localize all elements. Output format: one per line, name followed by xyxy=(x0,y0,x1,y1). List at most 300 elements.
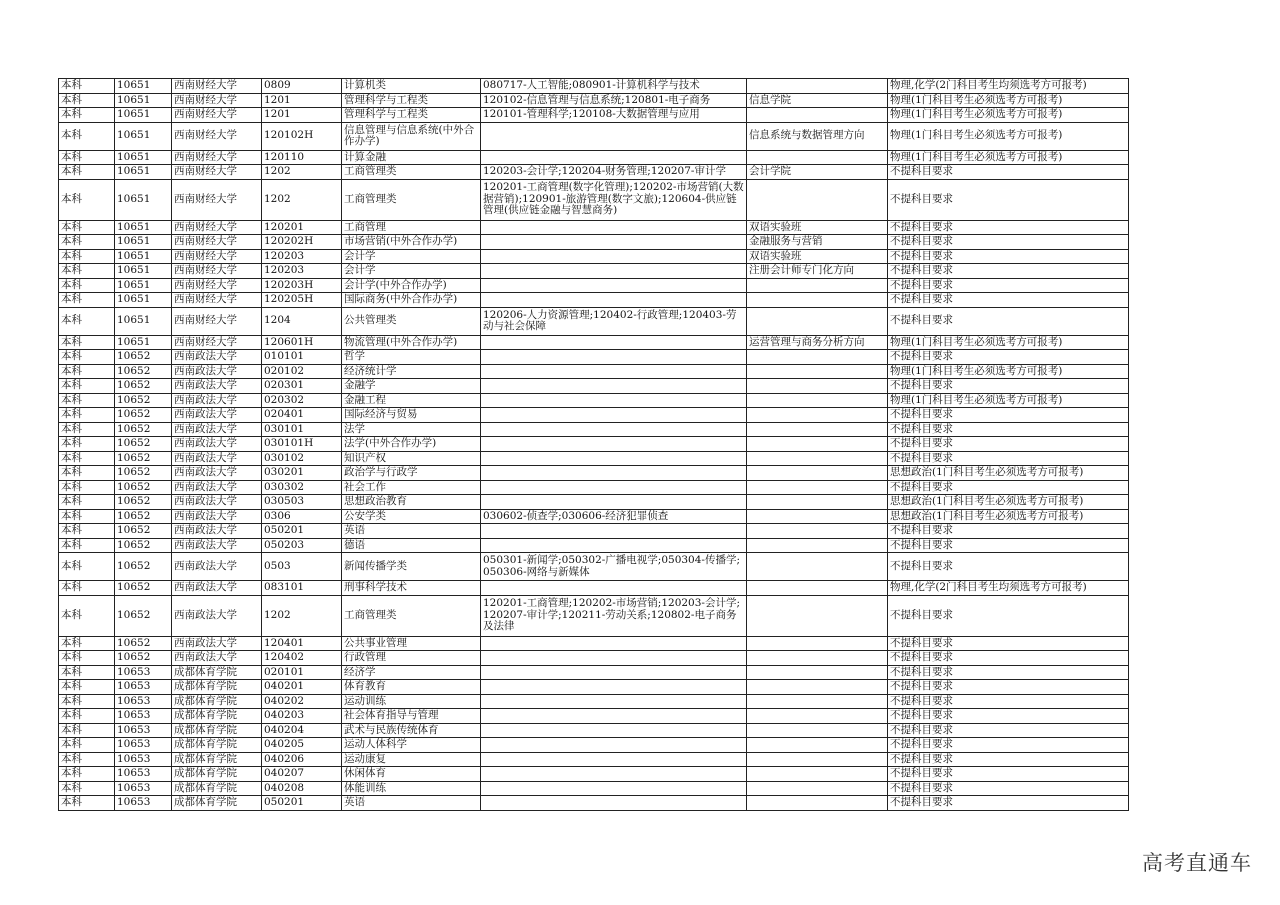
level-cell: 本科 xyxy=(59,466,115,481)
subject-requirement-cell: 物理(1门科目考生必须选考方可报考) xyxy=(888,150,1129,165)
school-code-cell: 10651 xyxy=(115,93,172,108)
included-majors-cell xyxy=(481,781,747,796)
level-cell: 本科 xyxy=(59,108,115,123)
remark-cell xyxy=(747,466,888,481)
school-name-cell: 成都体育学院 xyxy=(172,752,262,767)
major-name-cell: 知识产权 xyxy=(342,451,481,466)
major-name-cell: 政治学与行政学 xyxy=(342,466,481,481)
table-row xyxy=(59,781,1129,796)
table-row xyxy=(59,278,1129,293)
major-name-cell: 行政管理 xyxy=(342,651,481,666)
major-code-cell: 040203 xyxy=(262,709,342,724)
table-row xyxy=(59,335,1129,350)
subject-requirement-cell: 不提科目要求 xyxy=(888,665,1129,680)
level-cell: 本科 xyxy=(59,781,115,796)
subject-requirement-cell: 不提科目要求 xyxy=(888,796,1129,811)
school-code-cell: 10651 xyxy=(115,150,172,165)
school-code-cell: 10652 xyxy=(115,636,172,651)
major-code-cell: 040208 xyxy=(262,781,342,796)
remark-cell xyxy=(747,350,888,365)
included-majors-cell xyxy=(481,350,747,365)
school-code-cell: 10651 xyxy=(115,307,172,335)
included-majors-cell xyxy=(481,524,747,539)
school-code-cell: 10651 xyxy=(115,79,172,94)
level-cell: 本科 xyxy=(59,553,115,581)
subject-requirement-cell: 不提科目要求 xyxy=(888,408,1129,423)
school-code-cell: 10652 xyxy=(115,553,172,581)
remark-cell xyxy=(747,437,888,452)
subject-requirement-cell: 不提科目要求 xyxy=(888,752,1129,767)
remark-cell: 信息学院 xyxy=(747,93,888,108)
level-cell: 本科 xyxy=(59,738,115,753)
watermark-text: 高考直通车 xyxy=(1142,851,1252,875)
school-name-cell: 西南财经大学 xyxy=(172,264,262,279)
subject-requirement-cell: 不提科目要求 xyxy=(888,422,1129,437)
table-row xyxy=(59,422,1129,437)
included-majors-cell: 120101-管理科学;120108-大数据管理与应用 xyxy=(481,108,747,123)
major-name-cell: 运动训练 xyxy=(342,694,481,709)
included-majors-cell xyxy=(481,466,747,481)
table-row xyxy=(59,393,1129,408)
major-code-cell: 1201 xyxy=(262,93,342,108)
table-row xyxy=(59,408,1129,423)
table-row xyxy=(59,235,1129,250)
school-name-cell: 成都体育学院 xyxy=(172,781,262,796)
school-code-cell: 10651 xyxy=(115,249,172,264)
included-majors-cell xyxy=(481,364,747,379)
included-majors-cell xyxy=(481,422,747,437)
level-cell: 本科 xyxy=(59,379,115,394)
school-name-cell: 西南政法大学 xyxy=(172,495,262,510)
school-name-cell: 西南财经大学 xyxy=(172,235,262,250)
major-code-cell: 010101 xyxy=(262,350,342,365)
school-name-cell: 西南政法大学 xyxy=(172,408,262,423)
subject-requirement-cell: 不提科目要求 xyxy=(888,165,1129,180)
major-name-cell: 工商管理类 xyxy=(342,595,481,636)
major-code-cell: 020102 xyxy=(262,364,342,379)
major-code-cell: 120203H xyxy=(262,278,342,293)
level-cell: 本科 xyxy=(59,680,115,695)
included-majors-cell xyxy=(481,264,747,279)
table-row xyxy=(59,524,1129,539)
subject-requirement-cell: 不提科目要求 xyxy=(888,437,1129,452)
remark-cell xyxy=(747,379,888,394)
included-majors-cell xyxy=(481,393,747,408)
table-row xyxy=(59,752,1129,767)
school-code-cell: 10653 xyxy=(115,709,172,724)
subject-requirement-cell: 不提科目要求 xyxy=(888,680,1129,695)
major-code-cell: 040205 xyxy=(262,738,342,753)
major-name-cell: 公共管理类 xyxy=(342,307,481,335)
school-name-cell: 成都体育学院 xyxy=(172,738,262,753)
school-name-cell: 西南政法大学 xyxy=(172,651,262,666)
school-code-cell: 10651 xyxy=(115,335,172,350)
remark-cell xyxy=(747,364,888,379)
major-code-cell: 050203 xyxy=(262,538,342,553)
subject-requirement-cell: 物理(1门科目考生必须选考方可报考) xyxy=(888,335,1129,350)
level-cell: 本科 xyxy=(59,235,115,250)
school-name-cell: 西南财经大学 xyxy=(172,249,262,264)
major-name-cell: 经济学 xyxy=(342,665,481,680)
remark-cell: 信息系统与数据管理方向 xyxy=(747,122,888,150)
subject-requirement-cell: 不提科目要求 xyxy=(888,781,1129,796)
subject-requirement-cell: 不提科目要求 xyxy=(888,249,1129,264)
school-name-cell: 西南政法大学 xyxy=(172,437,262,452)
table-row xyxy=(59,709,1129,724)
table-row xyxy=(59,495,1129,510)
remark-cell: 双语实验班 xyxy=(747,220,888,235)
school-code-cell: 10652 xyxy=(115,524,172,539)
included-majors-cell xyxy=(481,694,747,709)
table-body xyxy=(59,79,1129,811)
level-cell: 本科 xyxy=(59,179,115,220)
school-code-cell: 10652 xyxy=(115,581,172,596)
table-row xyxy=(59,466,1129,481)
major-name-cell: 管理科学与工程类 xyxy=(342,93,481,108)
school-name-cell: 西南政法大学 xyxy=(172,524,262,539)
major-name-cell: 英语 xyxy=(342,796,481,811)
included-majors-cell xyxy=(481,538,747,553)
major-code-cell: 030101H xyxy=(262,437,342,452)
major-name-cell: 运动康复 xyxy=(342,752,481,767)
school-name-cell: 西南财经大学 xyxy=(172,79,262,94)
major-name-cell: 公安学类 xyxy=(342,509,481,524)
level-cell: 本科 xyxy=(59,581,115,596)
level-cell: 本科 xyxy=(59,335,115,350)
level-cell: 本科 xyxy=(59,307,115,335)
major-name-cell: 法学(中外合作办学) xyxy=(342,437,481,452)
school-code-cell: 10653 xyxy=(115,694,172,709)
major-name-cell: 新闻传播学类 xyxy=(342,553,481,581)
school-code-cell: 10652 xyxy=(115,595,172,636)
school-name-cell: 西南政法大学 xyxy=(172,553,262,581)
major-code-cell: 040202 xyxy=(262,694,342,709)
subject-requirement-cell: 不提科目要求 xyxy=(888,694,1129,709)
major-code-cell: 040207 xyxy=(262,767,342,782)
table-row xyxy=(59,581,1129,596)
included-majors-cell xyxy=(481,278,747,293)
included-majors-cell xyxy=(481,379,747,394)
included-majors-cell xyxy=(481,738,747,753)
school-name-cell: 西南财经大学 xyxy=(172,122,262,150)
major-code-cell: 0306 xyxy=(262,509,342,524)
school-code-cell: 10651 xyxy=(115,165,172,180)
school-name-cell: 西南财经大学 xyxy=(172,220,262,235)
remark-cell xyxy=(747,694,888,709)
included-majors-cell xyxy=(481,220,747,235)
major-code-cell: 120203 xyxy=(262,264,342,279)
major-code-cell: 120401 xyxy=(262,636,342,651)
subject-requirement-cell: 不提科目要求 xyxy=(888,553,1129,581)
remark-cell xyxy=(747,738,888,753)
subject-requirement-cell: 思想政治(1门科目考生必须选考方可报考) xyxy=(888,509,1129,524)
major-name-cell: 工商管理 xyxy=(342,220,481,235)
subject-requirement-cell: 不提科目要求 xyxy=(888,307,1129,335)
level-cell: 本科 xyxy=(59,509,115,524)
major-code-cell: 040206 xyxy=(262,752,342,767)
school-code-cell: 10652 xyxy=(115,350,172,365)
table-row xyxy=(59,796,1129,811)
remark-cell xyxy=(747,307,888,335)
major-code-cell: 1202 xyxy=(262,595,342,636)
subject-requirement-cell: 物理,化学(2门科目考生均须选考方可报考) xyxy=(888,79,1129,94)
remark-cell xyxy=(747,393,888,408)
table-row xyxy=(59,364,1129,379)
level-cell: 本科 xyxy=(59,165,115,180)
remark-cell xyxy=(747,495,888,510)
table-row xyxy=(59,220,1129,235)
remark-cell xyxy=(747,767,888,782)
school-code-cell: 10652 xyxy=(115,408,172,423)
table-row xyxy=(59,249,1129,264)
major-name-cell: 物流管理(中外合作办学) xyxy=(342,335,481,350)
remark-cell xyxy=(747,680,888,695)
included-majors-cell: 120201-工商管理(数字化管理);120202-市场营销(大数据营销);120901-旅游管理(数字文旅);120604-供应链管理(供应链金融与智慧商务) xyxy=(481,179,747,220)
remark-cell xyxy=(747,79,888,94)
major-code-cell: 120205H xyxy=(262,293,342,308)
school-code-cell: 10653 xyxy=(115,738,172,753)
included-majors-cell xyxy=(481,437,747,452)
major-code-cell: 020301 xyxy=(262,379,342,394)
included-majors-cell xyxy=(481,293,747,308)
school-code-cell: 10653 xyxy=(115,767,172,782)
included-majors-cell xyxy=(481,335,747,350)
included-majors-cell: 080717-人工智能;080901-计算机科学与技术 xyxy=(481,79,747,94)
included-majors-cell xyxy=(481,451,747,466)
school-code-cell: 10652 xyxy=(115,379,172,394)
major-code-cell: 030302 xyxy=(262,480,342,495)
subject-requirement-cell: 不提科目要求 xyxy=(888,636,1129,651)
major-name-cell: 德语 xyxy=(342,538,481,553)
major-name-cell: 市场营销(中外合作办学) xyxy=(342,235,481,250)
level-cell: 本科 xyxy=(59,278,115,293)
level-cell: 本科 xyxy=(59,93,115,108)
table-row xyxy=(59,307,1129,335)
remark-cell xyxy=(747,480,888,495)
major-code-cell: 020101 xyxy=(262,665,342,680)
major-code-cell: 083101 xyxy=(262,581,342,596)
remark-cell xyxy=(747,293,888,308)
school-code-cell: 10652 xyxy=(115,364,172,379)
major-code-cell: 050201 xyxy=(262,796,342,811)
school-code-cell: 10651 xyxy=(115,278,172,293)
major-code-cell: 120201 xyxy=(262,220,342,235)
remark-cell: 双语实验班 xyxy=(747,249,888,264)
included-majors-cell xyxy=(481,495,747,510)
subject-requirement-cell: 不提科目要求 xyxy=(888,235,1129,250)
major-name-cell: 会计学 xyxy=(342,264,481,279)
major-name-cell: 体能训练 xyxy=(342,781,481,796)
table-row xyxy=(59,553,1129,581)
school-name-cell: 西南政法大学 xyxy=(172,636,262,651)
school-code-cell: 10652 xyxy=(115,651,172,666)
level-cell: 本科 xyxy=(59,249,115,264)
subject-requirement-cell: 物理(1门科目考生必须选考方可报考) xyxy=(888,122,1129,150)
school-code-cell: 10652 xyxy=(115,538,172,553)
remark-cell: 会计学院 xyxy=(747,165,888,180)
remark-cell xyxy=(747,408,888,423)
school-code-cell: 10652 xyxy=(115,393,172,408)
major-name-cell: 工商管理类 xyxy=(342,179,481,220)
level-cell: 本科 xyxy=(59,422,115,437)
school-name-cell: 西南政法大学 xyxy=(172,466,262,481)
school-name-cell: 西南财经大学 xyxy=(172,278,262,293)
subject-requirement-cell: 物理,化学(2门科目考生均须选考方可报考) xyxy=(888,581,1129,596)
major-name-cell: 刑事科学技术 xyxy=(342,581,481,596)
table-row xyxy=(59,437,1129,452)
remark-cell: 金融服务与营销 xyxy=(747,235,888,250)
major-name-cell: 休闲体育 xyxy=(342,767,481,782)
included-majors-cell xyxy=(481,723,747,738)
school-name-cell: 成都体育学院 xyxy=(172,796,262,811)
subject-requirement-cell: 不提科目要求 xyxy=(888,651,1129,666)
school-code-cell: 10652 xyxy=(115,495,172,510)
school-name-cell: 西南财经大学 xyxy=(172,165,262,180)
major-code-cell: 120202H xyxy=(262,235,342,250)
major-name-cell: 工商管理类 xyxy=(342,165,481,180)
table-row xyxy=(59,179,1129,220)
subject-requirement-cell: 不提科目要求 xyxy=(888,595,1129,636)
school-code-cell: 10653 xyxy=(115,723,172,738)
included-majors-cell: 050301-新闻学;050302-广播电视学;050304-传播学;050306-网络与新媒体 xyxy=(481,553,747,581)
included-majors-cell xyxy=(481,235,747,250)
major-code-cell: 120102H xyxy=(262,122,342,150)
school-code-cell: 10653 xyxy=(115,665,172,680)
level-cell: 本科 xyxy=(59,480,115,495)
remark-cell xyxy=(747,179,888,220)
included-majors-cell: 030602-侦查学;030606-经济犯罪侦查 xyxy=(481,509,747,524)
school-code-cell: 10653 xyxy=(115,752,172,767)
table-row xyxy=(59,738,1129,753)
level-cell: 本科 xyxy=(59,723,115,738)
school-name-cell: 西南财经大学 xyxy=(172,307,262,335)
remark-cell xyxy=(747,581,888,596)
subject-requirement-cell: 不提科目要求 xyxy=(888,379,1129,394)
major-name-cell: 计算机类 xyxy=(342,79,481,94)
level-cell: 本科 xyxy=(59,408,115,423)
subject-requirement-cell: 思想政治(1门科目考生必须选考方可报考) xyxy=(888,495,1129,510)
school-code-cell: 10653 xyxy=(115,680,172,695)
major-code-cell: 1202 xyxy=(262,179,342,220)
table-row xyxy=(59,480,1129,495)
included-majors-cell xyxy=(481,709,747,724)
remark-cell xyxy=(747,108,888,123)
table-row xyxy=(59,723,1129,738)
school-code-cell: 10651 xyxy=(115,179,172,220)
major-name-cell: 会计学 xyxy=(342,249,481,264)
level-cell: 本科 xyxy=(59,393,115,408)
subject-requirement-cell: 物理(1门科目考生必须选考方可报考) xyxy=(888,364,1129,379)
school-name-cell: 西南财经大学 xyxy=(172,179,262,220)
table-row xyxy=(59,538,1129,553)
school-name-cell: 西南财经大学 xyxy=(172,108,262,123)
table-row xyxy=(59,122,1129,150)
level-cell: 本科 xyxy=(59,350,115,365)
remark-cell xyxy=(747,553,888,581)
included-majors-cell: 120201-工商管理;120202-市场营销;120203-会计学;120207-审计学;120211-劳动关系;120802-电子商务及法律 xyxy=(481,595,747,636)
major-name-cell: 计算金融 xyxy=(342,150,481,165)
table-row xyxy=(59,595,1129,636)
remark-cell xyxy=(747,752,888,767)
major-code-cell: 1201 xyxy=(262,108,342,123)
remark-cell xyxy=(747,278,888,293)
remark-cell xyxy=(747,723,888,738)
admission-requirements-table xyxy=(58,78,1129,811)
subject-requirement-cell: 不提科目要求 xyxy=(888,709,1129,724)
major-code-cell: 030201 xyxy=(262,466,342,481)
included-majors-cell xyxy=(481,636,747,651)
major-name-cell: 经济统计学 xyxy=(342,364,481,379)
remark-cell: 运营管理与商务分析方向 xyxy=(747,335,888,350)
subject-requirement-cell: 不提科目要求 xyxy=(888,723,1129,738)
table-row xyxy=(59,79,1129,94)
school-code-cell: 10651 xyxy=(115,108,172,123)
school-code-cell: 10652 xyxy=(115,451,172,466)
included-majors-cell xyxy=(481,767,747,782)
school-name-cell: 西南财经大学 xyxy=(172,335,262,350)
remark-cell: 注册会计师专门化方向 xyxy=(747,264,888,279)
subject-requirement-cell: 不提科目要求 xyxy=(888,451,1129,466)
school-code-cell: 10651 xyxy=(115,122,172,150)
level-cell: 本科 xyxy=(59,451,115,466)
major-code-cell: 020302 xyxy=(262,393,342,408)
school-name-cell: 成都体育学院 xyxy=(172,665,262,680)
school-name-cell: 西南政法大学 xyxy=(172,393,262,408)
subject-requirement-cell: 不提科目要求 xyxy=(888,350,1129,365)
table-row xyxy=(59,509,1129,524)
level-cell: 本科 xyxy=(59,767,115,782)
subject-requirement-cell: 物理(1门科目考生必须选考方可报考) xyxy=(888,93,1129,108)
table-row xyxy=(59,108,1129,123)
major-name-cell: 国际商务(中外合作办学) xyxy=(342,293,481,308)
major-code-cell: 120601H xyxy=(262,335,342,350)
remark-cell xyxy=(747,665,888,680)
school-code-cell: 10651 xyxy=(115,220,172,235)
school-name-cell: 西南政法大学 xyxy=(172,480,262,495)
subject-requirement-cell: 不提科目要求 xyxy=(888,524,1129,539)
major-name-cell: 社会体育指导与管理 xyxy=(342,709,481,724)
school-name-cell: 西南政法大学 xyxy=(172,422,262,437)
major-code-cell: 0503 xyxy=(262,553,342,581)
level-cell: 本科 xyxy=(59,709,115,724)
level-cell: 本科 xyxy=(59,796,115,811)
included-majors-cell xyxy=(481,651,747,666)
school-name-cell: 西南财经大学 xyxy=(172,150,262,165)
table-row xyxy=(59,767,1129,782)
major-name-cell: 法学 xyxy=(342,422,481,437)
school-name-cell: 西南财经大学 xyxy=(172,93,262,108)
major-code-cell: 030102 xyxy=(262,451,342,466)
school-name-cell: 西南政法大学 xyxy=(172,379,262,394)
school-code-cell: 10652 xyxy=(115,466,172,481)
level-cell: 本科 xyxy=(59,364,115,379)
major-name-cell: 英语 xyxy=(342,524,481,539)
remark-cell xyxy=(747,595,888,636)
level-cell: 本科 xyxy=(59,665,115,680)
subject-requirement-cell: 思想政治(1门科目考生必须选考方可报考) xyxy=(888,466,1129,481)
school-name-cell: 西南政法大学 xyxy=(172,595,262,636)
school-code-cell: 10652 xyxy=(115,437,172,452)
level-cell: 本科 xyxy=(59,752,115,767)
level-cell: 本科 xyxy=(59,437,115,452)
major-name-cell: 运动人体科学 xyxy=(342,738,481,753)
major-name-cell: 思想政治教育 xyxy=(342,495,481,510)
remark-cell xyxy=(747,538,888,553)
school-code-cell: 10653 xyxy=(115,781,172,796)
level-cell: 本科 xyxy=(59,264,115,279)
major-name-cell: 公共事业管理 xyxy=(342,636,481,651)
remark-cell xyxy=(747,651,888,666)
